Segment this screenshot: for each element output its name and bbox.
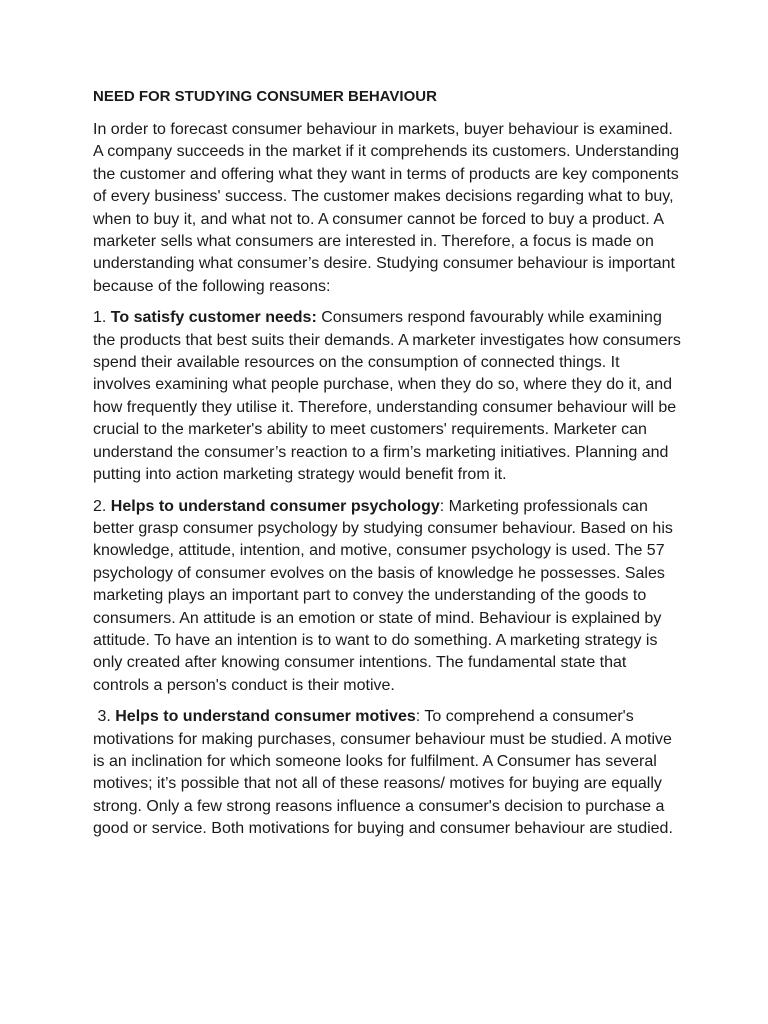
section-paragraph-3: [93, 706, 681, 840]
document-title: NEED FOR STUDYING CONSUMER BEHAVIOUR: [93, 88, 437, 105]
section-heading: Helps to understand consumer psychology: [110, 497, 440, 515]
section-paragraph-1: [93, 307, 681, 486]
section-body: : To comprehend a consumer's motivations for making purchases, consumer behaviour must be studied. A motive is an inclination for which someone looks for fulfilment. A Consumer has several motives; it’s possible that not all of these reasons/ motives for buying are equally strong. Only a few strong reasons influence a consumer's decision to purchase a good or service. Both motivations for buying and consumer behaviour are studied.: [93, 708, 673, 838]
section-number: 3.: [93, 708, 116, 726]
section-body: : Marketing professionals can better grasp consumer psychology by studying consumer behaviour. Based on his knowledge, attitude, intention, and motive, consumer psychology is used. The 57 psychology of consumer evolves on the basis of knowledge he possesses. Sales marketing plays an important part to convey the understanding of the goods to consumers. An attitude is an emotion or state of mind. Behaviour is explained by attitude. To have an intention is to want to do something. A marketing strategy is only created after knowing consumer intentions. The fundamental state that controls a person's conduct is their motive.: [93, 497, 673, 694]
section-paragraph-2: [93, 496, 681, 698]
section-heading: Helps to understand consumer motives: [115, 708, 416, 726]
intro-paragraph: In order to forecast consumer behaviour in markets, buyer behaviour is examined. A company succeeds in the market if it comprehends its customers. Understanding the customer and offering what they want in terms of products are key components of every business' success. The customer makes decisions regarding what to buy, when to buy it, and what not to. A consumer cannot be forced to buy a product. A marketer sells what consumers are interested in. Therefore, a focus is made on understanding what consumer’s desire. Studying consumer behaviour is important because of the following reasons:: [93, 121, 680, 295]
section-body: Consumers respond favourably while examining the products that best suits their demands. A marketer investigates how consumers spend their available resources on the consumption of connected things. It involves examining what people purchase, when they do so, where they do it, and how frequently they utilise it. Therefore, understanding consumer behaviour will be crucial to the marketer's ability to meet customers' requirements. Marketer can understand the consumer’s reaction to a firm’s marketing initiatives. Planning and putting into action marketing strategy would benefit from it.: [93, 309, 681, 484]
document-page: [93, 86, 681, 850]
section-number: 2.: [93, 497, 111, 515]
section-heading: To satisfy customer needs:: [110, 309, 317, 327]
section-number: 1.: [93, 309, 111, 327]
